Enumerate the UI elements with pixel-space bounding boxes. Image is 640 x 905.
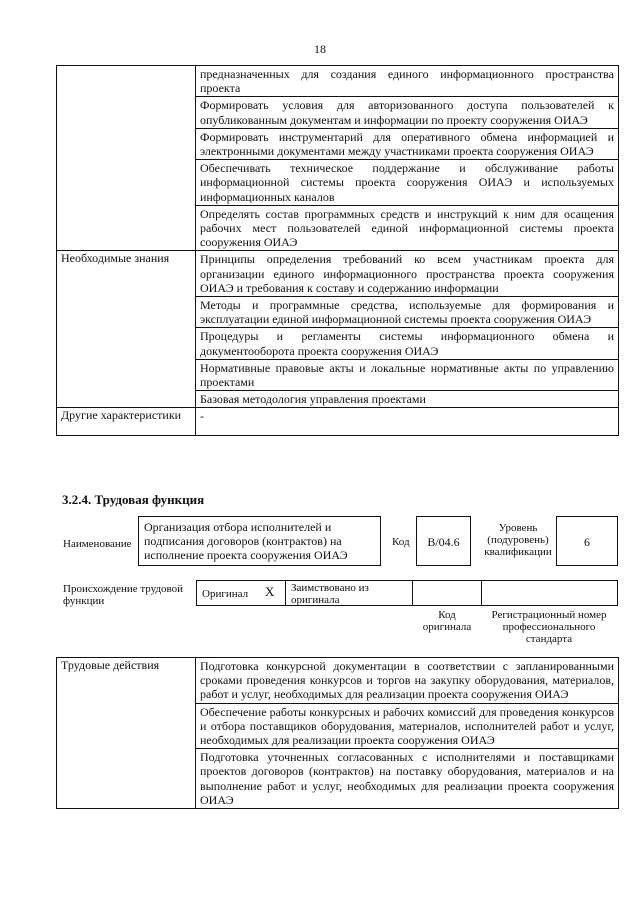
section-title: 3.2.4. Трудовая функция	[62, 492, 205, 507]
table-cell: Базовая методология управления проектами	[196, 391, 619, 408]
table-cell: Процедуры и регламенты системы информационного обмена и документооборота проекта сооружения ОИАЭ	[196, 328, 619, 359]
code-label: Код	[392, 536, 410, 548]
level-label: Уровень (подуровень) квалификации	[484, 522, 552, 558]
original-cell	[196, 580, 286, 606]
table-cell: Подготовка уточненных согласованных с исполнителями и поставщиками проектов договоров (контрактов) на поставку оборудования, материалов и на выполнение работ и услуг, необходимых для реализации проекта сооружения ОИАЭ	[196, 749, 619, 809]
table-row	[57, 658, 619, 704]
table-cell: Определять состав программных средств и инструкций к ним для осащения рабочих мест пользователей единой информационной системы проекта сооружения ОИАЭ	[196, 205, 619, 251]
function-name-box	[138, 516, 381, 566]
table-cell: предназначенных для создания единого информационного пространства проекта	[196, 66, 619, 97]
name-label: Наименование	[63, 538, 132, 550]
borrowed-label: Заимствовано из оригинала	[291, 582, 369, 606]
borrowed-cell	[285, 580, 413, 606]
code-value: B/04.6	[427, 535, 460, 549]
original-label: Оригинал	[202, 588, 249, 600]
table-cell: Формировать инструментарий для оперативного обмена информацией и электронными документами между участниками проекта сооружения ОИАЭ	[196, 128, 619, 159]
table-row	[57, 66, 619, 97]
code-original-caption: Код оригинала	[422, 609, 472, 633]
reg-number-cell	[481, 580, 618, 606]
table-cell: Методы и программные средства, используемые для формирования и эксплуатации единой информационной системы проекта сооружения ОИАЭ	[196, 297, 619, 328]
table-cell: Принципы определения требований ко всем участникам проекта для организации единого информационного пространства проекта сооружения ОИАЭ и требования к составу и содержанию информации	[196, 251, 619, 297]
table-row	[57, 251, 619, 297]
row-label	[57, 66, 196, 251]
row-label-actions: Трудовые действия	[57, 658, 196, 809]
table-cell: Нормативные правовые акты и локальные нормативные акты по управлению проектами	[196, 359, 619, 390]
level-value: 6	[584, 535, 590, 549]
origin-label: Происхождение трудовой функции	[63, 583, 184, 607]
code-original-cell	[412, 580, 482, 606]
level-box	[556, 516, 618, 566]
original-mark: X	[265, 584, 275, 599]
function-name: Организация отбора исполнителей и подписания договоров (контрактов) на исполнение проекта сооружения ОИАЭ	[144, 520, 348, 562]
table-row	[57, 408, 619, 436]
table-cell: -	[196, 408, 619, 436]
row-label-knowledge: Необходимые знания	[57, 251, 196, 408]
labor-actions-table	[56, 657, 619, 809]
table-cell: Подготовка конкурсной документации в соответствии с запланированными сроками проведения конкурсов и торгов на закупку оборудования, материалов, работ и услуг, необходимых для реализации проекта сооружения ОИАЭ	[196, 658, 619, 704]
skills-knowledge-table	[56, 65, 619, 436]
table-cell: Обеспечение работы конкурсных и рабочих комиссий для проведения конкурсов и отбора поставщиков оборудования, материалов, исполнителей работ и услуг, необходимых для реализации проекта сооружения ОИАЭ	[196, 703, 619, 749]
table-cell: Формировать условия для авторизованного доступа пользователей к опубликованным документам и информации по проекту сооружения ОИАЭ	[196, 97, 619, 128]
row-label-other: Другие характеристики	[57, 408, 196, 436]
page-number: 18	[314, 42, 326, 56]
code-box	[416, 516, 471, 566]
reg-number-caption: Регистрационный номер профессионального стандарта	[491, 609, 607, 645]
table-cell: Обеспечивать техническое поддержание и обслуживание работы информационной системы проекта сооружения ОИАЭ и используемых информационных каналов	[196, 160, 619, 206]
